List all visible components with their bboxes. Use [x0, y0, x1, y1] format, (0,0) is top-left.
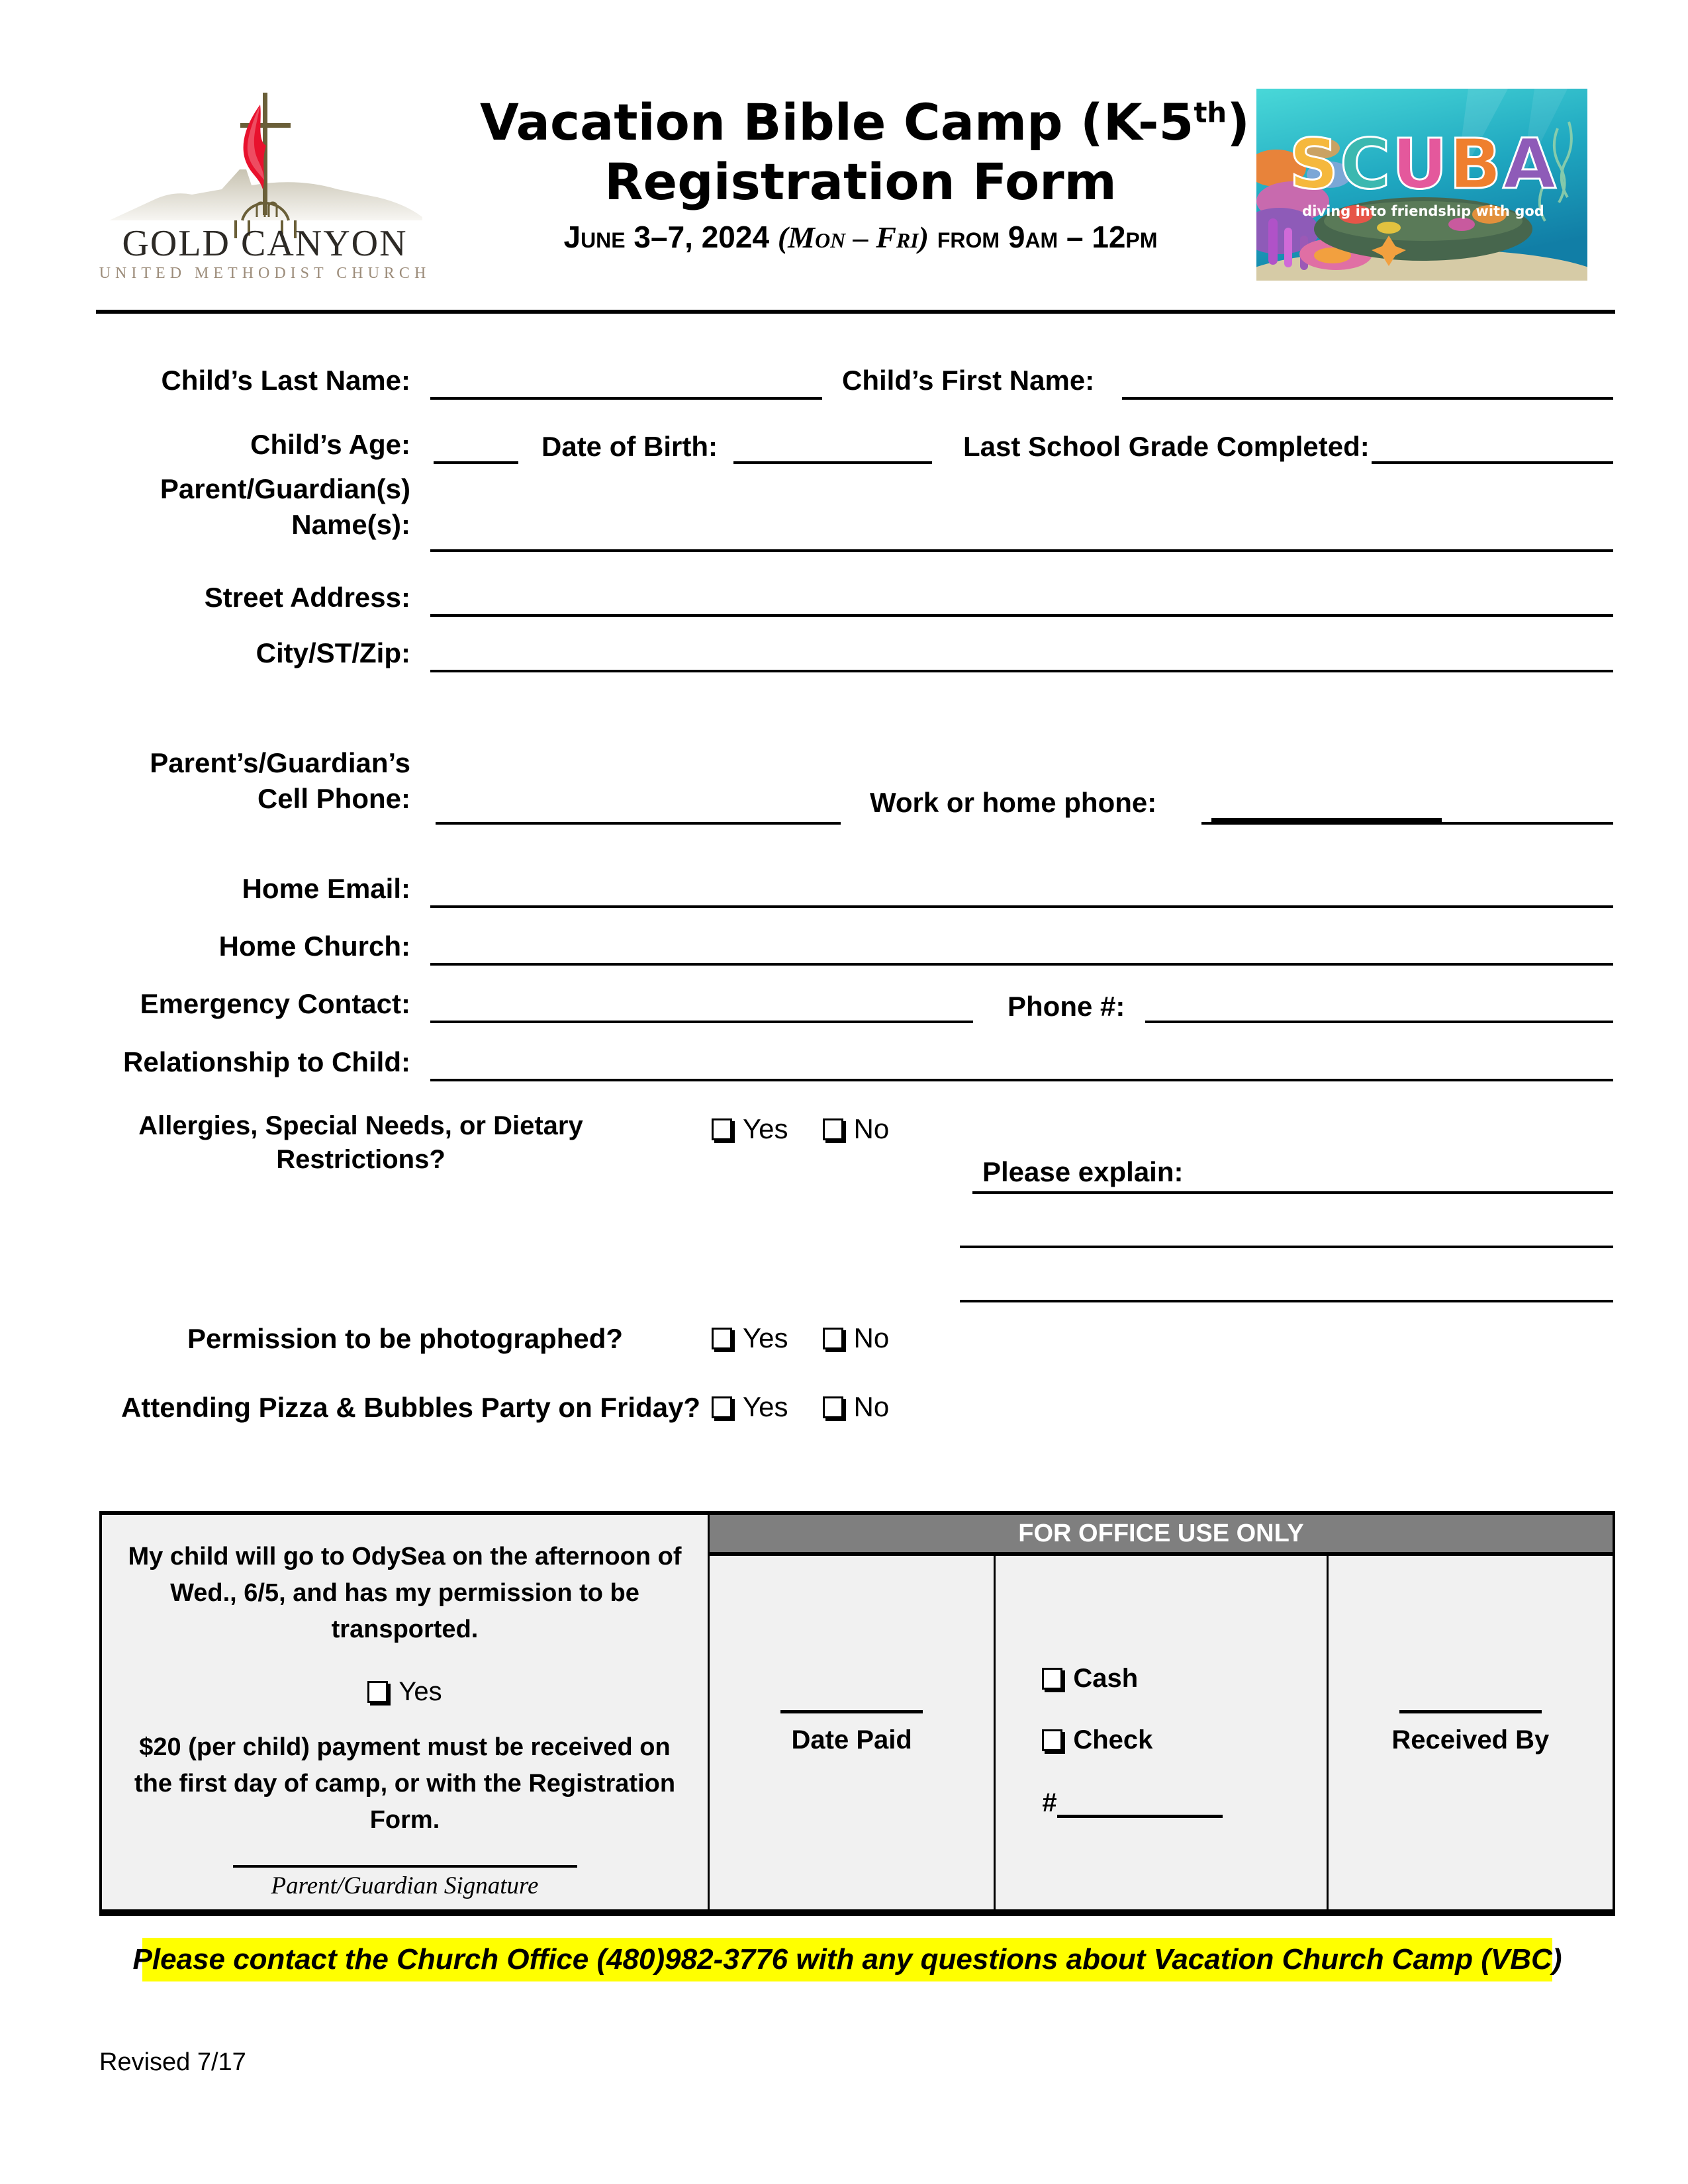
- page-title: [480, 93, 1250, 152]
- page-title-block: [480, 93, 1250, 255]
- line-explain-3[interactable]: [960, 1300, 1613, 1302]
- odysea-statement: My child will go to OdySea on the afternoon of Wed., 6/5, and has my permission to be transported.: [128, 1543, 682, 1644]
- photo-yes-checkbox[interactable]: [712, 1328, 732, 1349]
- scuba-banner-graphic: [1256, 89, 1587, 281]
- allergies-yes-option: [712, 1113, 788, 1145]
- allergies-yes-no-group: [712, 1113, 923, 1145]
- photo-yes-no-group: [712, 1322, 923, 1354]
- scuba-title: SCUBA: [1289, 124, 1558, 205]
- label-street-address: Street Address:: [204, 582, 410, 613]
- logo-church-subtitle: UNITED METHODIST CHURCH: [99, 265, 430, 282]
- page-title-line2: Registration Form: [604, 152, 1117, 211]
- pizza-yes-checkbox[interactable]: [712, 1396, 732, 1418]
- allergies-no-option: [823, 1113, 890, 1145]
- odysea-permission-cell: [102, 1515, 710, 1909]
- label-child-age: Child’s Age:: [250, 429, 410, 460]
- payment-method-cell: [994, 1556, 1326, 1909]
- pizza-yes-no-group: [712, 1391, 923, 1423]
- office-use-right: [710, 1515, 1613, 1909]
- date-paid-label: Date Paid: [791, 1725, 912, 1754]
- line-emergency-contact[interactable]: [430, 1021, 973, 1023]
- allergies-yes-checkbox[interactable]: [712, 1118, 732, 1140]
- line-child-last-name[interactable]: [430, 397, 822, 400]
- label-emergency-contact: Emergency Contact:: [140, 988, 410, 1019]
- line-street-address[interactable]: [430, 614, 1613, 617]
- office-use-table: [99, 1511, 1615, 1916]
- check-number-row: [1042, 1788, 1222, 1818]
- line-emergency-phone[interactable]: [1145, 1021, 1613, 1023]
- pizza-yes-option: [712, 1391, 788, 1423]
- label-relationship: Relationship to Child:: [123, 1046, 410, 1077]
- label-emergency-phone: Phone #:: [1008, 991, 1125, 1022]
- page-title-superscript: th: [1194, 96, 1227, 129]
- event-date-time: from 9am – 12pm: [929, 220, 1158, 255]
- church-logo-graphic: [99, 85, 430, 287]
- pizza-no-checkbox[interactable]: [823, 1396, 843, 1418]
- contact-note: Please contact the Church Office (480)982-3776 with any questions about Vacation Church Camp (VBC): [142, 1938, 1552, 1981]
- line-work-home-phone-bold[interactable]: [1211, 818, 1442, 825]
- header-divider: [96, 310, 1615, 314]
- allergies-yes-label: Yes: [743, 1113, 788, 1144]
- received-by-label: Received By: [1391, 1725, 1550, 1754]
- signature-line[interactable]: [233, 1865, 577, 1868]
- line-home-church[interactable]: [430, 963, 1613, 966]
- page-title-text: Vacation Bible Camp (K-5: [480, 93, 1194, 152]
- check-number-hash: #: [1042, 1788, 1057, 1817]
- event-date-start: June 3–7, 2024: [563, 220, 778, 255]
- event-date-subtitle: [480, 219, 1241, 255]
- check-number-line[interactable]: [1057, 1792, 1223, 1818]
- pizza-no-option: [823, 1391, 890, 1423]
- label-guardian-cell: [96, 745, 410, 817]
- received-by-cell: [1327, 1556, 1613, 1909]
- cash-option: [1042, 1664, 1138, 1694]
- photo-no-option: [823, 1322, 890, 1354]
- check-label: Check: [1073, 1725, 1153, 1754]
- page-title-close: ): [1227, 93, 1250, 152]
- label-pizza-party: Attending Pizza & Bubbles Party on Friday?: [121, 1392, 701, 1423]
- signature-label: Parent/Guardian Signature: [271, 1872, 539, 1899]
- check-option: [1042, 1725, 1152, 1755]
- cash-label: Cash: [1073, 1663, 1139, 1693]
- date-paid-cell: [710, 1556, 994, 1909]
- label-city-st-zip: City/ST/Zip:: [256, 637, 410, 668]
- office-use-columns: [710, 1556, 1613, 1909]
- odysea-yes-checkbox[interactable]: [367, 1681, 388, 1703]
- photo-yes-option: [712, 1322, 788, 1354]
- label-guardian-cell-line1: Parent’s/Guardian’s: [150, 747, 410, 778]
- line-date-of-birth[interactable]: [733, 461, 932, 464]
- line-parent-names[interactable]: [430, 549, 1613, 552]
- label-grade-completed: Last School Grade Completed:: [963, 431, 1370, 462]
- cash-checkbox[interactable]: [1042, 1668, 1062, 1690]
- line-grade-completed[interactable]: [1372, 461, 1613, 464]
- label-child-first-name: Child’s First Name:: [842, 365, 1095, 396]
- office-use-header: FOR OFFICE USE ONLY: [710, 1515, 1613, 1556]
- label-photo-permission: Permission to be photographed?: [187, 1323, 624, 1354]
- church-logo: [99, 85, 430, 287]
- label-guardian-cell-line2: Cell Phone:: [257, 782, 410, 814]
- line-relationship[interactable]: [430, 1079, 1613, 1081]
- revised-note: Revised 7/17: [99, 2048, 246, 2076]
- label-please-explain: Please explain:: [982, 1156, 1184, 1187]
- check-checkbox[interactable]: [1042, 1729, 1062, 1751]
- line-home-email[interactable]: [430, 905, 1613, 908]
- label-child-last-name: Child’s Last Name:: [161, 365, 410, 396]
- line-child-age[interactable]: [434, 461, 518, 464]
- scuba-banner-image: [1256, 89, 1587, 281]
- line-explain-2[interactable]: [960, 1246, 1613, 1248]
- line-cell-phone[interactable]: [436, 822, 841, 825]
- payment-note: $20 (per child) payment must be received on the first day of camp, or with the Registration Form.: [134, 1733, 676, 1835]
- label-allergies-line2: Restrictions?: [276, 1145, 445, 1175]
- photo-no-label: No: [853, 1322, 890, 1353]
- label-parent-names-line1: Parent/Guardian(s): [160, 473, 410, 504]
- odysea-yes-option: [367, 1677, 442, 1707]
- event-date-days: (Mon – Fri): [777, 220, 929, 255]
- scuba-tagline: diving into friendship with god: [1302, 203, 1544, 219]
- received-by-line[interactable]: [1399, 1710, 1542, 1713]
- line-child-first-name[interactable]: [1122, 397, 1613, 400]
- label-allergies-line1: Allergies, Special Needs, or Dietary: [138, 1111, 583, 1140]
- photo-no-checkbox[interactable]: [823, 1328, 843, 1349]
- date-paid-line[interactable]: [780, 1710, 923, 1713]
- label-home-church: Home Church:: [218, 931, 410, 962]
- label-parent-names-line2: Name(s):: [291, 508, 410, 540]
- odysea-yes-label: Yes: [399, 1677, 442, 1707]
- label-work-home-phone: Work or home phone:: [870, 787, 1157, 818]
- logo-church-name: GOLD CANYON: [122, 223, 408, 264]
- label-allergies: [109, 1109, 612, 1177]
- line-explain-1[interactable]: [972, 1191, 1613, 1194]
- pizza-yes-label: Yes: [743, 1391, 788, 1422]
- line-city-st-zip[interactable]: [430, 670, 1613, 672]
- photo-yes-label: Yes: [743, 1322, 788, 1353]
- pizza-no-label: No: [853, 1391, 890, 1422]
- allergies-no-label: No: [853, 1113, 890, 1144]
- label-home-email: Home Email:: [242, 873, 410, 904]
- label-parent-names: [96, 471, 410, 543]
- allergies-no-checkbox[interactable]: [823, 1118, 843, 1140]
- label-date-of-birth: Date of Birth:: [541, 431, 718, 462]
